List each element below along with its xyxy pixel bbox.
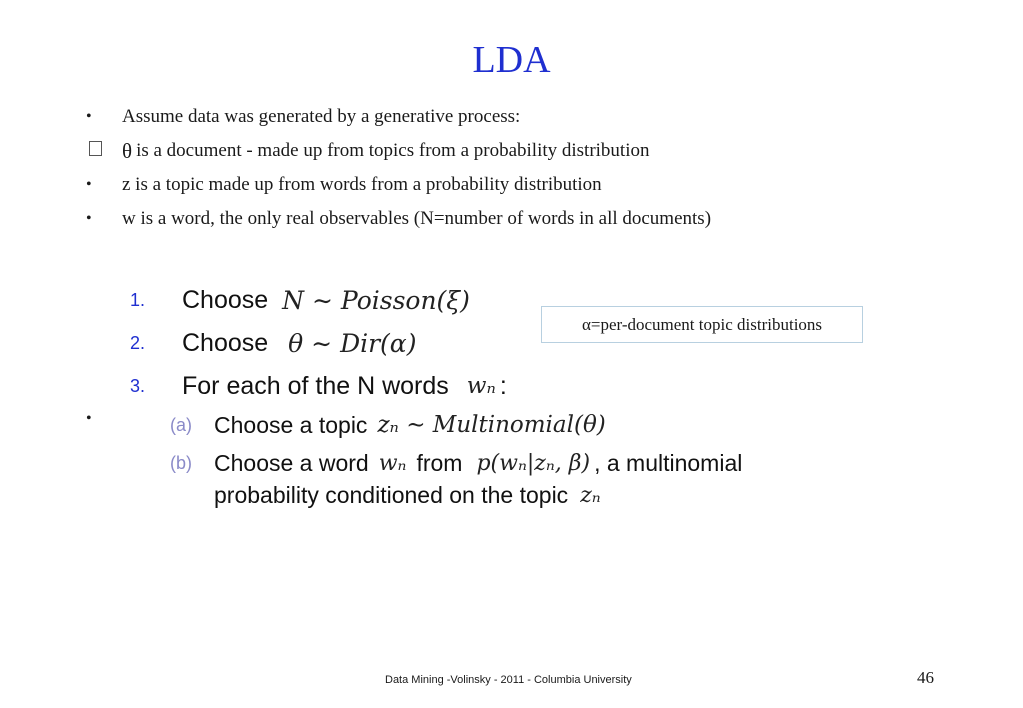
step-formula: N ∼ Poisson(ξ): [282, 285, 470, 315]
substep-a: [170, 408, 606, 442]
theta-symbol: θ: [122, 138, 133, 163]
bullet-text: is a document - made up from topics from a probability distribution: [136, 140, 650, 161]
step-text: For each of the N words: [182, 371, 449, 400]
bullet-text: z is a topic made up from words from a probability distribution: [122, 174, 602, 195]
bullet-marker: •: [86, 176, 92, 193]
step-number: 1.: [130, 289, 146, 310]
bullet-marker: •: [86, 410, 92, 427]
substep-label: (b): [170, 452, 192, 473]
page-number: 46: [917, 668, 934, 687]
step-1: [130, 282, 470, 318]
substep-formula: p(wₙ|zₙ, β): [476, 450, 591, 476]
note-text: =per-document topic distributions: [590, 314, 823, 334]
bullet-item: [86, 100, 986, 134]
substep-b-line2: [214, 478, 601, 512]
step-suffix: :: [499, 371, 507, 400]
alpha-symbol: α: [581, 314, 591, 334]
step-3: [130, 368, 507, 404]
bullet-item: [86, 134, 986, 168]
substep-text: Choose a word: [214, 449, 369, 476]
bullet-item: [86, 168, 986, 202]
substep-label: (a): [170, 414, 192, 435]
substep-suffix: , a multinomial: [594, 449, 743, 476]
substep-formula: zₙ ∼ Multinomial(θ): [377, 412, 606, 438]
alpha-note-box: [541, 306, 863, 343]
step-2: [130, 325, 416, 361]
step-text: Choose: [182, 285, 269, 314]
substep-text: Choose a topic: [214, 411, 368, 438]
slide-title: LDA: [472, 39, 551, 81]
bullet-text: w is a word, the only real observables (N=number of words in all documents): [122, 208, 712, 229]
bullet-text: Assume data was generated by a generative process:: [122, 106, 521, 127]
bullet-list: [86, 100, 986, 236]
bullet-item: [86, 202, 986, 236]
footer-text: Data Mining -Volinsky - 2011 - Columbia University: [385, 674, 632, 686]
step-formula: wₙ: [466, 373, 496, 399]
step-number: 2.: [130, 332, 146, 353]
substep-text-from: from: [416, 449, 463, 476]
substep-formula: wₙ: [378, 450, 407, 476]
bullet-marker: •: [86, 210, 92, 227]
substep-text: probability conditioned on the topic: [214, 481, 569, 508]
step-number: 3.: [130, 375, 146, 396]
step-text: Choose: [182, 328, 269, 357]
step-formula: θ ∼ Dir(α): [288, 328, 417, 358]
substep-formula: zₙ: [580, 482, 601, 508]
substep-b: [170, 446, 742, 480]
box-bullet-icon: [86, 141, 122, 161]
bullet-marker: •: [86, 108, 92, 125]
